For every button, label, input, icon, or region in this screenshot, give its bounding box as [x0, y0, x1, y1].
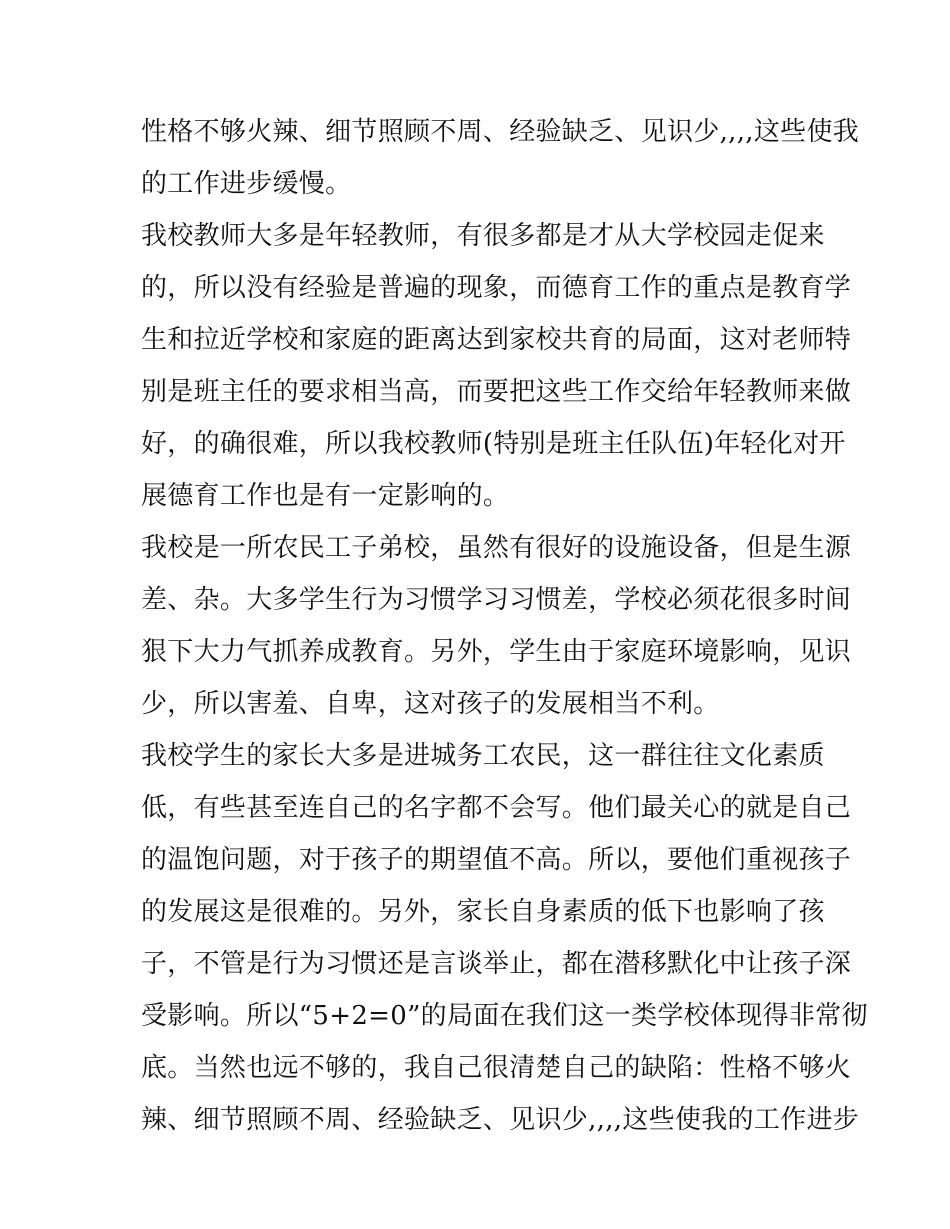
text-line: 我校学生的家长大多是进城务工农民，这一群往往文化素质 — [141, 741, 825, 771]
text-line: 子，不管是行为习惯还是言谈举止，都在潜移默化中让孩子深 — [141, 949, 852, 979]
text-line: 性格不够火辣、细节照顾不周、经验缺乏、见识少,,,,这些使我 — [141, 117, 860, 147]
text-line: 差、杂。大多学生行为习惯学习习惯差，学校必须花很多时间 — [141, 585, 852, 615]
text-line: 的发展这是很难的。另外，家长自身素质的低下也影响了孩 — [141, 897, 825, 927]
text-line: 的温饱问题，对于孩子的期望值不高。所以，要他们重视孩子 — [141, 845, 852, 875]
text-line: 生和拉近学校和家庭的距离达到家校共育的局面，这对老师特 — [141, 325, 852, 355]
text-line: 低，有些甚至连自己的名字都不会写。他们最关心的就是自己 — [141, 793, 852, 823]
text-line: 的工作进步缓慢。 — [141, 169, 352, 199]
text-line: 狠下大力气抓养成教育。另外，学生由于家庭环境影响，见识 — [141, 637, 852, 667]
text-line: 我校是一所农民工子弟校，虽然有很好的设施设备，但是生源 — [141, 533, 852, 563]
text-line: 好，的确很难，所以我校教师(特别是班主任队伍)年轻化对开 — [141, 429, 846, 459]
text-line: 底。当然也远不够的，我自己很清楚自己的缺陷：性格不够火 — [141, 1053, 852, 1083]
text-line: 受影响。所以“5+2=0”的局面在我们这一类学校体现得非常彻 — [141, 1001, 868, 1031]
text-line: 展德育工作也是有一定影响的。 — [141, 481, 510, 511]
document-body — [141, 106, 868, 1146]
text-line: 的，所以没有经验是普遍的现象，而德育工作的重点是教育学 — [141, 273, 852, 303]
text-line: 别是班主任的要求相当高，而要把这些工作交给年轻教师来做 — [141, 377, 852, 407]
text-line: 少，所以害羞、自卑，这对孩子的发展相当不利。 — [141, 689, 720, 719]
text-line: 辣、细节照顾不周、经验缺乏、见识少,,,,这些使我的工作进步 — [141, 1105, 860, 1135]
text-line: 我校教师大多是年轻教师，有很多都是才从大学校园走促来 — [141, 221, 825, 251]
